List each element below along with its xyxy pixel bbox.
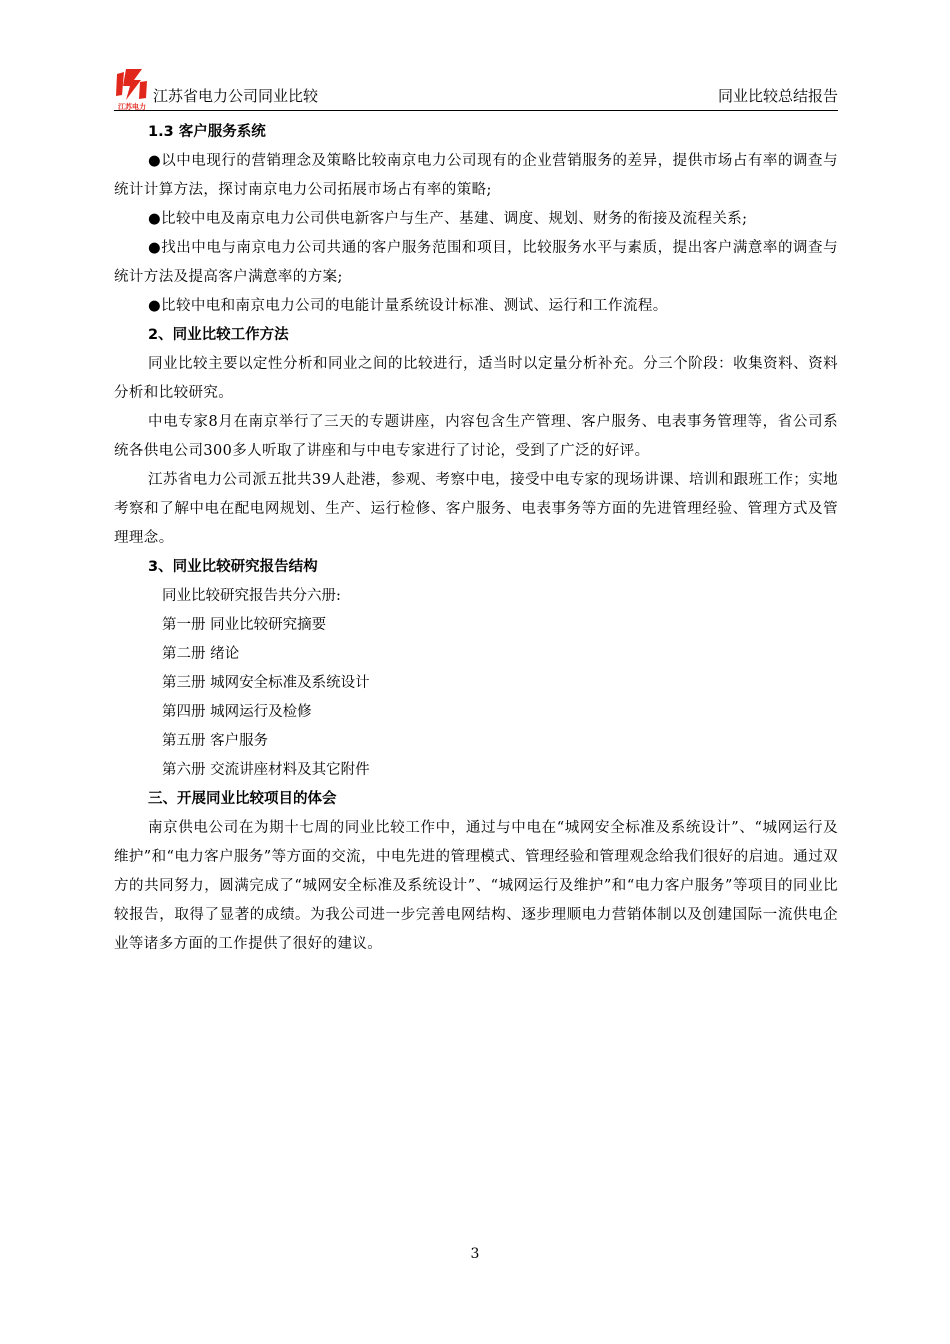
volume-item: 第五册 客户服务 bbox=[162, 733, 269, 749]
header-right-title: 同业比较总结报告 bbox=[717, 87, 838, 105]
page-number: 3 bbox=[470, 1246, 480, 1262]
document-body bbox=[114, 118, 838, 959]
volume-item: 第六册 交流讲座材料及其它附件 bbox=[162, 762, 370, 778]
volume-item: 第二册 绪论 bbox=[162, 646, 240, 662]
section-heading-3: 3、同业比较研究报告结构 bbox=[148, 559, 318, 575]
volume-item: 第四册 城网运行及检修 bbox=[162, 704, 312, 720]
section-heading-2: 2、同业比较工作方法 bbox=[148, 327, 289, 343]
section-heading-1-3: 1.3 客户服务系统 bbox=[148, 124, 266, 140]
volume-intro: 同业比较研究报告共分六册: bbox=[162, 588, 341, 604]
bullet-item: ●比较中电和南京电力公司的电能计量系统设计标准、测试、运行和工作流程。 bbox=[148, 298, 668, 314]
volume-item: 第三册 城网安全标准及系统设计 bbox=[162, 675, 370, 691]
section-heading-three: 三、开展同业比较项目的体会 bbox=[148, 791, 337, 807]
paragraph: 江苏省电力公司派五批共39人赴港，参观、考察中电，接受中电专家的现场讲课、培训和跟班工作；实地考察和了解中电在配电网规划、生产、运行检修、客户服务、电表事务等方面的先进管理经验、管理方式及管理理念。 bbox=[114, 472, 838, 546]
paragraph: 南京供电公司在为期十七周的同业比较工作中，通过与中电在“城网安全标准及系统设计”、“城网运行及维护”和“电力客户服务”等方面的交流，中电先进的管理模式、管理经验和管理观念给我们很好的启迪。通过双方的共同努力，圆满完成了“城网安全标准及系统设计”、“城网运行及维护”和“电力客户服务”等项目的同业比较报告，取得了显著的成绩。为我公司进一步完善电网结构、逐步理顺电力营销体制以及创建国际一流供电企业等诸多方面的工作提供了很好的建议。 bbox=[114, 820, 838, 952]
volume-item: 第一册 同业比较研究摘要 bbox=[162, 617, 327, 633]
svg-text:江苏电力: 江苏电力 bbox=[118, 103, 146, 110]
jiangsu-electric-logo bbox=[114, 68, 150, 110]
paragraph: 同业比较主要以定性分析和同业之间的比较进行，适当时以定量分析补充。分三个阶段：收集资料、资料分析和比较研究。 bbox=[114, 356, 838, 401]
page-header bbox=[114, 68, 838, 111]
header-left-title: 江苏省电力公司同业比较 bbox=[153, 87, 319, 105]
paragraph: 中电专家8月在南京举行了三天的专题讲座，内容包含生产管理、客户服务、电表事务管理等，省公司系统各供电公司300多人听取了讲座和与中电专家进行了讨论，受到了广泛的好评。 bbox=[114, 414, 838, 459]
bullet-item: ●比较中电及南京电力公司供电新客户与生产、基建、调度、规划、财务的衔接及流程关系; bbox=[148, 211, 748, 227]
bullet-item: ●找出中电与南京电力公司共通的客户服务范围和项目，比较服务水平与素质，提出客户满意率的调查与统计方法及提高客户满意率的方案; bbox=[114, 240, 838, 285]
bullet-item: ●以中电现行的营销理念及策略比较南京电力公司现有的企业营销服务的差异，提供市场占有率的调查与统计计算方法，探讨南京电力公司拓展市场占有率的策略; bbox=[114, 153, 838, 198]
